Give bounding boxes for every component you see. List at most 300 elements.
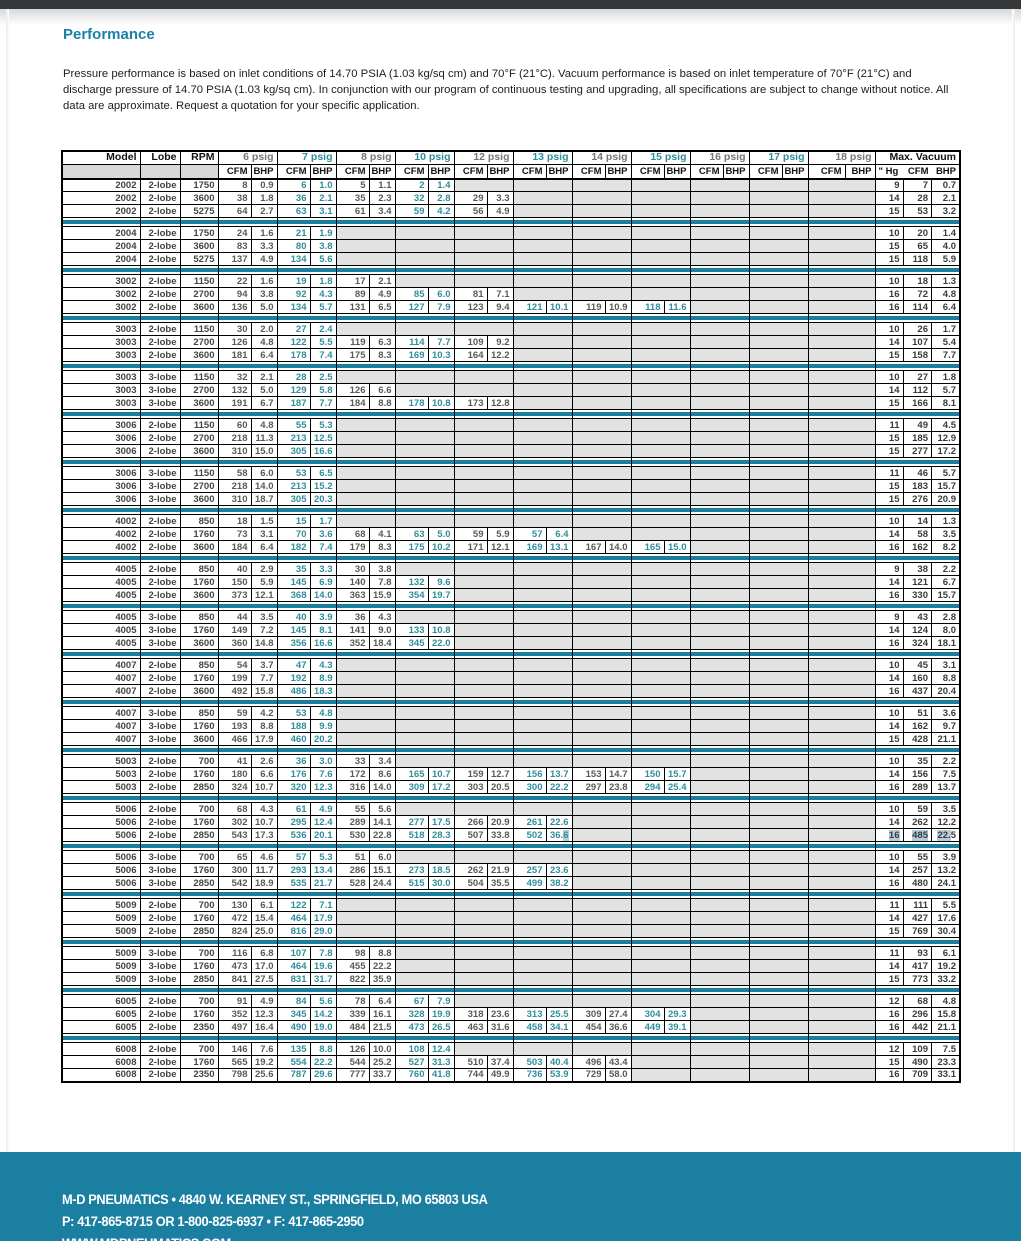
cfm-value: 262 [454,864,487,877]
empty-cell [395,419,454,432]
rpm-cell: 2700 [180,336,218,349]
cfm-value: 129 [277,384,310,397]
empty-cell [808,397,875,410]
empty-cell [572,432,631,445]
model-cell: 3006 [62,445,140,458]
vacuum-value: 20 [903,227,932,240]
rpm-cell: 1760 [180,624,218,637]
table-row [62,528,960,541]
cfm-value: 173 [454,397,487,410]
lobe-cell: 2-lobe [140,541,180,554]
cfm-value: 184 [218,541,251,554]
vacuum-value: 16 [875,301,903,314]
empty-cell [395,851,454,864]
bhp-value: 0.9 [251,179,277,192]
vacuum-value: 14 [875,384,903,397]
empty-cell [454,179,513,192]
empty-cell [808,336,875,349]
vacuum-value: 55 [903,851,932,864]
bhp-value: 5.0 [251,384,277,397]
empty-cell [690,192,749,205]
bhp-value: 3.6 [310,528,336,541]
cfm-value: 492 [218,685,251,698]
empty-cell [690,288,749,301]
vacuum-value: 72 [903,288,932,301]
bhp-value: 22.2 [369,960,395,973]
empty-cell [690,1043,749,1056]
empty-cell [749,947,808,960]
vacuum-value: 16 [875,829,903,842]
bhp-value: 1.0 [310,179,336,192]
empty-cell [749,275,808,288]
empty-cell [454,467,513,480]
empty-cell [749,1008,808,1021]
col-psig: 16 psig [690,151,749,164]
empty-cell [690,659,749,672]
bhp-value: 8.3 [369,349,395,362]
table-row [62,947,960,960]
table-row [62,240,960,253]
cfm-value: 345 [395,637,428,650]
empty-cell [631,829,690,842]
empty-cell [572,528,631,541]
lobe-cell: 2-lobe [140,240,180,253]
bhp-value: 10.8 [428,624,454,637]
vacuum-value: 24.1 [932,877,961,890]
empty-cell [395,445,454,458]
vacuum-value: 16 [875,877,903,890]
bhp-value: 12.2 [487,349,513,362]
cfm-value: 499 [513,877,546,890]
empty-cell [336,685,395,698]
bhp-label: BHP [546,164,572,179]
vacuum-value: 118 [903,253,932,266]
empty-cell [572,720,631,733]
vacuum-value: 9 [875,611,903,624]
vacuum-value: 68 [903,995,932,1008]
bhp-value: 18.5 [428,864,454,877]
lobe-cell: 3-lobe [140,624,180,637]
empty-cell [808,637,875,650]
vacuum-value: 35 [903,755,932,768]
cfm-value: 504 [454,877,487,890]
cfm-value: 544 [336,1056,369,1069]
model-cell: 4007 [62,733,140,746]
vacuum-value: 38 [903,563,932,576]
vacuum-value: 124 [903,624,932,637]
bhp-value: 2.6 [251,755,277,768]
bhp-value: 23.6 [487,1008,513,1021]
lobe-cell: 2-lobe [140,925,180,938]
footer-phone-line: P: 417-865-8715 OR 1-800-825-6937 • F: 417-865-2950 [62,1214,364,1229]
vacuum-value: 324 [903,637,932,650]
empty-cell [631,419,690,432]
bhp-value: 23.6 [546,864,572,877]
bhp-value: 15.9 [369,589,395,602]
empty-cell [749,803,808,816]
bhp-value: 16.1 [369,1008,395,1021]
bhp-value: 29.3 [664,1008,690,1021]
bhp-label: BHP [782,164,808,179]
cfm-value: 65 [218,851,251,864]
bhp-value: 2.4 [310,323,336,336]
cfm-value: 126 [336,384,369,397]
empty-cell [454,960,513,973]
empty-cell [749,1056,808,1069]
bhp-value: 14.8 [251,637,277,650]
cfm-value: 126 [218,336,251,349]
vacuum-value: 15.7 [932,480,961,493]
cfm-value: 24 [218,227,251,240]
model-cell: 3002 [62,275,140,288]
vacuum-value: 8.2 [932,541,961,554]
lobe-cell: 2-lobe [140,659,180,672]
cfm-value: 464 [277,912,310,925]
empty-cell [631,589,690,602]
cfm-value: 473 [395,1021,428,1034]
empty-cell [808,611,875,624]
empty-cell [513,672,572,685]
cfm-value: 368 [277,589,310,602]
cfm-value: 33 [336,755,369,768]
col-psig: 18 psig [808,151,875,164]
bhp-value: 25.6 [251,1069,277,1082]
bhp-value: 9.9 [310,720,336,733]
cfm-value: 38 [218,192,251,205]
cfm-value: 305 [277,445,310,458]
table-row [62,541,960,554]
table-row [62,816,960,829]
empty-cell [454,515,513,528]
vacuum-value: 33.2 [932,973,961,986]
vacuum-value: 5.7 [932,467,961,480]
cfm-value: 85 [395,288,428,301]
empty-cell [395,275,454,288]
empty-cell [395,960,454,973]
bhp-label: BHP [369,164,395,179]
bhp-value: 4.6 [251,851,277,864]
table-row [62,371,960,384]
rpm-cell: 700 [180,995,218,1008]
empty-cell [808,349,875,362]
vacuum-value: 14 [875,816,903,829]
cfm-value: 360 [218,637,251,650]
cfm-value: 108 [395,1043,428,1056]
bhp-value: 6.0 [369,851,395,864]
bhp-value: 1.6 [251,275,277,288]
vacuum-value: 5.9 [932,253,961,266]
cfm-value: 455 [336,960,369,973]
bhp-value: 20.5 [487,781,513,794]
model-cell: 2004 [62,227,140,240]
vacuum-value: 1.3 [932,515,961,528]
empty-cell [690,624,749,637]
bhp-value: 3.1 [251,528,277,541]
cfm-value: 172 [336,768,369,781]
vacuum-value: 257 [903,864,932,877]
vacuum-value: 1.7 [932,323,961,336]
cfm-value: 352 [218,1008,251,1021]
empty-cell [336,515,395,528]
vacuum-value: 7.5 [932,1043,961,1056]
model-cell: 6005 [62,995,140,1008]
empty-cell [749,624,808,637]
empty-cell [572,925,631,938]
empty-cell [513,253,572,266]
vacuum-value: 7 [903,179,932,192]
bhp-value: 22.8 [369,829,395,842]
cfm-value: 502 [513,829,546,842]
table-row [62,899,960,912]
empty-cell [749,1021,808,1034]
empty-cell [572,563,631,576]
cfm-value: 318 [454,1008,487,1021]
empty-cell [690,829,749,842]
cfm-value: 184 [336,397,369,410]
empty-cell [336,480,395,493]
vacuum-value: 14 [875,528,903,541]
table-row [62,960,960,973]
vacuum-value: 18.1 [932,637,961,650]
intro-paragraph: Pressure performance is based on inlet conditions of 14.70 PSIA (1.03 kg/sq cm) and 70°F (21°C). Vacuum performance is based on inlet temperature of 70°F (21°C) and discharge pressure of 14.70 PSIA (1.03 kg/sq cm). In conjunction with our program of continuous testing and upgrading, all specifications are subject to change without notice. All data are approximate. Request a quotation for your specific application. [63,68,949,113]
model-cell: 4005 [62,563,140,576]
rpm-cell: 2850 [180,781,218,794]
rpm-cell: 1760 [180,720,218,733]
bhp-value: 25.5 [546,1008,572,1021]
empty-cell [749,1069,808,1082]
bhp-value: 7.7 [310,397,336,410]
rpm-cell: 850 [180,563,218,576]
cfm-value: 497 [218,1021,251,1034]
lobe-cell: 3-lobe [140,733,180,746]
rpm-cell: 700 [180,947,218,960]
empty-cell [631,947,690,960]
bhp-value: 9.2 [487,336,513,349]
table-row [62,768,960,781]
vacuum-value: 13.2 [932,864,961,877]
model-cell: 2002 [62,179,140,192]
vacuum-value: 13.7 [932,781,961,794]
table-row [62,179,960,192]
lobe-cell: 2-lobe [140,528,180,541]
empty-cell [572,899,631,912]
lobe-cell: 2-lobe [140,432,180,445]
vacuum-value: 7.7 [932,349,961,362]
model-cell: 5006 [62,864,140,877]
empty-cell [808,515,875,528]
empty-cell [749,227,808,240]
cfm-label: CFM [631,164,664,179]
lobe-cell: 2-lobe [140,227,180,240]
lobe-cell: 3-lobe [140,493,180,506]
vacuum-value: 10 [875,659,903,672]
bhp-value: 4.3 [251,803,277,816]
empty-cell [631,960,690,973]
bhp-value: 20.1 [310,829,336,842]
bhp-value: 5.5 [310,336,336,349]
cfm-value: 472 [218,912,251,925]
group-divider [62,458,960,467]
empty-cell [572,707,631,720]
empty-cell [513,733,572,746]
vacuum-value: 8.1 [932,397,961,410]
bhp-value: 2.1 [369,275,395,288]
bhp-value: 2.7 [251,205,277,218]
empty-cell [572,611,631,624]
cfm-value: 178 [277,349,310,362]
rpm-cell: 1760 [180,912,218,925]
cfm-value: 515 [395,877,428,890]
cfm-value: 518 [395,829,428,842]
bhp-value: 27.4 [605,1008,631,1021]
table-row [62,589,960,602]
bhp-label: BHP [605,164,631,179]
col-model: Model [62,151,140,164]
empty-cell [808,480,875,493]
table-row [62,275,960,288]
vacuum-value: 15 [875,253,903,266]
rpm-cell: 1760 [180,816,218,829]
cfm-value: 454 [572,1021,605,1034]
empty-cell [513,851,572,864]
bhp-value: 1.8 [251,192,277,205]
rpm-cell: 700 [180,755,218,768]
vacuum-value: 773 [903,973,932,986]
rpm-cell: 1760 [180,864,218,877]
vacuum-value: 19.2 [932,960,961,973]
cfm-value: 554 [277,1056,310,1069]
bhp-label: BHP [664,164,690,179]
bhp-value: 3.8 [369,563,395,576]
empty-cell [513,480,572,493]
empty-cell [572,480,631,493]
cfm-value: 218 [218,432,251,445]
cfm-value: 134 [277,301,310,314]
bhp-value: 15.0 [664,541,690,554]
cfm-value: 64 [218,205,251,218]
empty-cell [690,1056,749,1069]
vacuum-value: 107 [903,336,932,349]
bhp-value: 14.7 [605,768,631,781]
empty-cell [690,1008,749,1021]
bhp-value: 28.3 [428,829,454,842]
cfm-value: 70 [277,528,310,541]
bhp-label: BHP [723,164,749,179]
model-cell: 4007 [62,720,140,733]
bhp-value: 15.2 [310,480,336,493]
lobe-cell: 2-lobe [140,419,180,432]
bhp-value: 37.4 [487,1056,513,1069]
table-row [62,336,960,349]
empty-cell [808,877,875,890]
vacuum-value: 16 [875,1008,903,1021]
empty-cell [395,253,454,266]
bhp-value: 6.4 [546,528,572,541]
rpm-cell: 5275 [180,205,218,218]
empty-cell [808,253,875,266]
empty-cell [690,445,749,458]
vacuum-value: 769 [903,925,932,938]
model-cell: 3006 [62,432,140,445]
cfm-value: 486 [277,685,310,698]
bhp-label: BHP [251,164,277,179]
empty-cell [572,589,631,602]
bhp-value: 11.3 [251,432,277,445]
model-cell: 3006 [62,480,140,493]
table-row [62,445,960,458]
cfm-value: 30 [336,563,369,576]
cfm-value: 787 [277,1069,310,1082]
cfm-value: 530 [336,829,369,842]
empty-cell [513,912,572,925]
bhp-value: 58.0 [605,1069,631,1082]
vacuum-value: 5.4 [932,336,961,349]
empty-cell [513,336,572,349]
empty-cell [336,659,395,672]
empty-cell [690,397,749,410]
vacuum-value: 162 [903,720,932,733]
cfm-value: 178 [395,397,428,410]
empty-cell [572,947,631,960]
empty-cell [690,480,749,493]
vacuum-value: 10 [875,707,903,720]
rpm-cell: 2700 [180,432,218,445]
vacuum-value: 8.8 [932,672,961,685]
vacuum-value: 156 [903,768,932,781]
rpm-cell: 700 [180,803,218,816]
model-cell: 5006 [62,816,140,829]
vacuum-value: 3.1 [932,659,961,672]
empty-cell [749,179,808,192]
bhp-value: 6.6 [369,384,395,397]
empty-cell [808,925,875,938]
model-cell: 4005 [62,589,140,602]
bhp-value: 16.6 [310,637,336,650]
group-divider [62,746,960,755]
empty-cell [572,685,631,698]
bhp-value: 5.6 [310,253,336,266]
empty-cell [336,432,395,445]
vacuum-value: 6.1 [932,947,961,960]
cfm-value: 60 [218,419,251,432]
rpm-cell: 1150 [180,323,218,336]
bhp-value: 33.8 [487,829,513,842]
empty-cell [690,589,749,602]
empty-cell [336,925,395,938]
empty-cell [808,781,875,794]
cfm-value: 463 [454,1021,487,1034]
empty-cell [749,371,808,384]
empty-cell [395,480,454,493]
vacuum-value: 160 [903,672,932,685]
bhp-value: 18.9 [251,877,277,890]
group-divider [62,1034,960,1043]
rpm-cell: 3600 [180,349,218,362]
vacuum-value: 9.7 [932,720,961,733]
cfm-value: 122 [277,336,310,349]
cfm-value: 354 [395,589,428,602]
empty-cell [631,1056,690,1069]
lobe-cell: 3-lobe [140,384,180,397]
vacuum-value: 15 [875,205,903,218]
cfm-value: 29 [454,192,487,205]
empty-cell [690,419,749,432]
vacuum-value: 14 [875,672,903,685]
empty-cell [749,755,808,768]
bhp-value: 2.5 [310,371,336,384]
table-row [62,384,960,397]
group-divider [62,938,960,947]
